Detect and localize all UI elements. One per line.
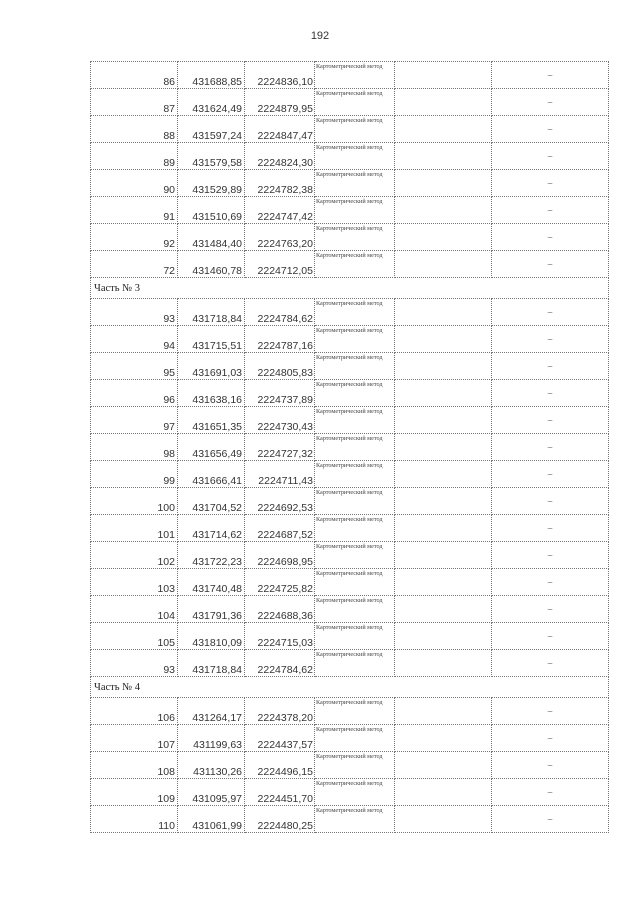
point-number: 99 <box>91 461 178 488</box>
method-cell: Картометрический метод <box>315 806 395 833</box>
coordinate-y: 2224879,95 <box>245 89 315 116</box>
dash-cell: – <box>492 299 609 326</box>
coordinate-y: 2224725,82 <box>245 569 315 596</box>
coordinate-x: 431715,51 <box>178 326 245 353</box>
empty-cell <box>395 143 492 170</box>
coordinate-x: 431638,16 <box>178 380 245 407</box>
dash-cell: – <box>492 434 609 461</box>
empty-cell <box>395 779 492 806</box>
table-row <box>91 143 609 170</box>
table-row <box>91 224 609 251</box>
coordinate-x: 431484,40 <box>178 224 245 251</box>
dash-cell: – <box>492 143 609 170</box>
point-number: 102 <box>91 542 178 569</box>
table-row <box>91 806 609 833</box>
method-cell: Картометрический метод <box>315 197 395 224</box>
empty-cell <box>395 326 492 353</box>
dash-cell: – <box>492 542 609 569</box>
empty-cell <box>395 542 492 569</box>
method-cell: Картометрический метод <box>315 623 395 650</box>
table-row <box>91 623 609 650</box>
method-cell: Картометрический метод <box>315 326 395 353</box>
method-cell: Картометрический метод <box>315 752 395 779</box>
coordinate-x: 431740,48 <box>178 569 245 596</box>
part-header-row <box>91 278 609 299</box>
empty-cell <box>395 89 492 116</box>
empty-cell <box>395 806 492 833</box>
empty-cell <box>395 170 492 197</box>
coordinate-y: 2224730,43 <box>245 407 315 434</box>
coordinate-x: 431691,03 <box>178 353 245 380</box>
point-number: 92 <box>91 224 178 251</box>
method-cell: Картометрический метод <box>315 62 395 89</box>
dash-cell: – <box>492 89 609 116</box>
point-number: 97 <box>91 407 178 434</box>
point-number: 107 <box>91 725 178 752</box>
coordinate-y: 2224784,62 <box>245 299 315 326</box>
method-cell: Картометрический метод <box>315 698 395 725</box>
coordinate-y: 2224824,30 <box>245 143 315 170</box>
table-row <box>91 779 609 806</box>
table-row <box>91 542 609 569</box>
coordinate-y: 2224437,57 <box>245 725 315 752</box>
part-header-row <box>91 677 609 698</box>
coordinate-y: 2224711,43 <box>245 461 315 488</box>
dash-cell: – <box>492 569 609 596</box>
dash-cell: – <box>492 725 609 752</box>
method-cell: Картометрический метод <box>315 407 395 434</box>
table-row <box>91 353 609 380</box>
table-row <box>91 434 609 461</box>
empty-cell <box>395 224 492 251</box>
method-cell: Картометрический метод <box>315 488 395 515</box>
point-number: 72 <box>91 251 178 278</box>
coordinate-y: 2224805,83 <box>245 353 315 380</box>
table-row <box>91 488 609 515</box>
dash-cell: – <box>492 650 609 677</box>
dash-cell: – <box>492 380 609 407</box>
coordinate-y: 2224784,62 <box>245 650 315 677</box>
table-row <box>91 752 609 779</box>
coordinate-y: 2224763,20 <box>245 224 315 251</box>
coordinate-x: 431061,99 <box>178 806 245 833</box>
point-number: 108 <box>91 752 178 779</box>
empty-cell <box>395 725 492 752</box>
coordinates-table-body <box>91 62 609 833</box>
point-number: 87 <box>91 89 178 116</box>
method-cell: Картометрический метод <box>315 380 395 407</box>
empty-cell <box>395 299 492 326</box>
dash-cell: – <box>492 224 609 251</box>
empty-cell <box>395 62 492 89</box>
table-row <box>91 62 609 89</box>
dash-cell: – <box>492 197 609 224</box>
table-row <box>91 725 609 752</box>
dash-cell: – <box>492 779 609 806</box>
empty-cell <box>395 488 492 515</box>
coordinate-x: 431722,23 <box>178 542 245 569</box>
coordinate-y: 2224480,25 <box>245 806 315 833</box>
method-cell: Картометрический метод <box>315 596 395 623</box>
coordinate-y: 2224496,15 <box>245 752 315 779</box>
coordinate-x: 431791,36 <box>178 596 245 623</box>
table-row <box>91 380 609 407</box>
table-row <box>91 299 609 326</box>
method-cell: Картометрический метод <box>315 434 395 461</box>
coordinates-table <box>90 61 609 833</box>
point-number: 106 <box>91 698 178 725</box>
dash-cell: – <box>492 407 609 434</box>
point-number: 93 <box>91 299 178 326</box>
empty-cell <box>395 752 492 779</box>
coordinate-x: 431130,26 <box>178 752 245 779</box>
point-number: 103 <box>91 569 178 596</box>
method-cell: Картометрический метод <box>315 299 395 326</box>
method-cell: Картометрический метод <box>315 542 395 569</box>
coordinate-y: 2224687,52 <box>245 515 315 542</box>
coordinate-x: 431656,49 <box>178 434 245 461</box>
coordinate-y: 2224378,20 <box>245 698 315 725</box>
coordinate-y: 2224787,16 <box>245 326 315 353</box>
coordinate-x: 431529,89 <box>178 170 245 197</box>
method-cell: Картометрический метод <box>315 650 395 677</box>
coordinate-x: 431579,58 <box>178 143 245 170</box>
empty-cell <box>395 569 492 596</box>
table-row <box>91 461 609 488</box>
coordinate-y: 2224692,53 <box>245 488 315 515</box>
point-number: 88 <box>91 116 178 143</box>
coordinate-x: 431510,69 <box>178 197 245 224</box>
empty-cell <box>395 515 492 542</box>
coordinate-x: 431624,49 <box>178 89 245 116</box>
dash-cell: – <box>492 62 609 89</box>
dash-cell: – <box>492 515 609 542</box>
method-cell: Картометрический метод <box>315 170 395 197</box>
coordinate-y: 2224747,42 <box>245 197 315 224</box>
part-label: Часть № 4 <box>91 677 609 698</box>
coordinate-y: 2224451,70 <box>245 779 315 806</box>
table-row <box>91 326 609 353</box>
coordinate-y: 2224715,03 <box>245 623 315 650</box>
coordinate-x: 431704,52 <box>178 488 245 515</box>
table-row <box>91 116 609 143</box>
point-number: 93 <box>91 650 178 677</box>
point-number: 105 <box>91 623 178 650</box>
coordinate-x: 431264,17 <box>178 698 245 725</box>
table-row <box>91 698 609 725</box>
table-row <box>91 407 609 434</box>
dash-cell: – <box>492 698 609 725</box>
dash-cell: – <box>492 353 609 380</box>
coordinate-x: 431199,63 <box>178 725 245 752</box>
point-number: 109 <box>91 779 178 806</box>
coordinate-y: 2224836,10 <box>245 62 315 89</box>
method-cell: Картометрический метод <box>315 224 395 251</box>
dash-cell: – <box>492 116 609 143</box>
method-cell: Картометрический метод <box>315 251 395 278</box>
empty-cell <box>395 197 492 224</box>
method-cell: Картометрический метод <box>315 779 395 806</box>
empty-cell <box>395 116 492 143</box>
dash-cell: – <box>492 326 609 353</box>
coordinate-x: 431666,41 <box>178 461 245 488</box>
table-row <box>91 170 609 197</box>
part-label: Часть № 3 <box>91 278 609 299</box>
point-number: 110 <box>91 806 178 833</box>
table-row <box>91 650 609 677</box>
point-number: 94 <box>91 326 178 353</box>
dash-cell: – <box>492 596 609 623</box>
method-cell: Картометрический метод <box>315 89 395 116</box>
table-row <box>91 569 609 596</box>
table-row <box>91 197 609 224</box>
empty-cell <box>395 461 492 488</box>
point-number: 95 <box>91 353 178 380</box>
coordinate-x: 431718,84 <box>178 650 245 677</box>
empty-cell <box>395 434 492 461</box>
method-cell: Картометрический метод <box>315 461 395 488</box>
coordinate-x: 431597,24 <box>178 116 245 143</box>
coordinate-x: 431810,09 <box>178 623 245 650</box>
method-cell: Картометрический метод <box>315 116 395 143</box>
dash-cell: – <box>492 752 609 779</box>
table-row <box>91 251 609 278</box>
point-number: 101 <box>91 515 178 542</box>
coordinate-x: 431688,85 <box>178 62 245 89</box>
table-row <box>91 515 609 542</box>
method-cell: Картометрический метод <box>315 725 395 752</box>
point-number: 100 <box>91 488 178 515</box>
dash-cell: – <box>492 251 609 278</box>
table-row <box>91 89 609 116</box>
empty-cell <box>395 407 492 434</box>
coordinate-y: 2224727,32 <box>245 434 315 461</box>
empty-cell <box>395 698 492 725</box>
dash-cell: – <box>492 488 609 515</box>
coordinate-x: 431651,35 <box>178 407 245 434</box>
coordinate-y: 2224688,36 <box>245 596 315 623</box>
dash-cell: – <box>492 806 609 833</box>
empty-cell <box>395 353 492 380</box>
point-number: 91 <box>91 197 178 224</box>
point-number: 89 <box>91 143 178 170</box>
coordinate-y: 2224782,38 <box>245 170 315 197</box>
method-cell: Картометрический метод <box>315 515 395 542</box>
point-number: 104 <box>91 596 178 623</box>
coordinate-x: 431460,78 <box>178 251 245 278</box>
point-number: 86 <box>91 62 178 89</box>
point-number: 96 <box>91 380 178 407</box>
coordinate-y: 2224712,05 <box>245 251 315 278</box>
empty-cell <box>395 251 492 278</box>
empty-cell <box>395 623 492 650</box>
dash-cell: – <box>492 170 609 197</box>
coordinate-x: 431095,97 <box>178 779 245 806</box>
empty-cell <box>395 650 492 677</box>
coordinate-x: 431718,84 <box>178 299 245 326</box>
method-cell: Картометрический метод <box>315 569 395 596</box>
table-row <box>91 596 609 623</box>
page-number: 192 <box>310 30 330 42</box>
coordinate-y: 2224847,47 <box>245 116 315 143</box>
coordinate-y: 2224737,89 <box>245 380 315 407</box>
dash-cell: – <box>492 623 609 650</box>
method-cell: Картометрический метод <box>315 353 395 380</box>
empty-cell <box>395 596 492 623</box>
dash-cell: – <box>492 461 609 488</box>
point-number: 90 <box>91 170 178 197</box>
method-cell: Картометрический метод <box>315 143 395 170</box>
point-number: 98 <box>91 434 178 461</box>
coordinate-y: 2224698,95 <box>245 542 315 569</box>
empty-cell <box>395 380 492 407</box>
coordinate-x: 431714,62 <box>178 515 245 542</box>
